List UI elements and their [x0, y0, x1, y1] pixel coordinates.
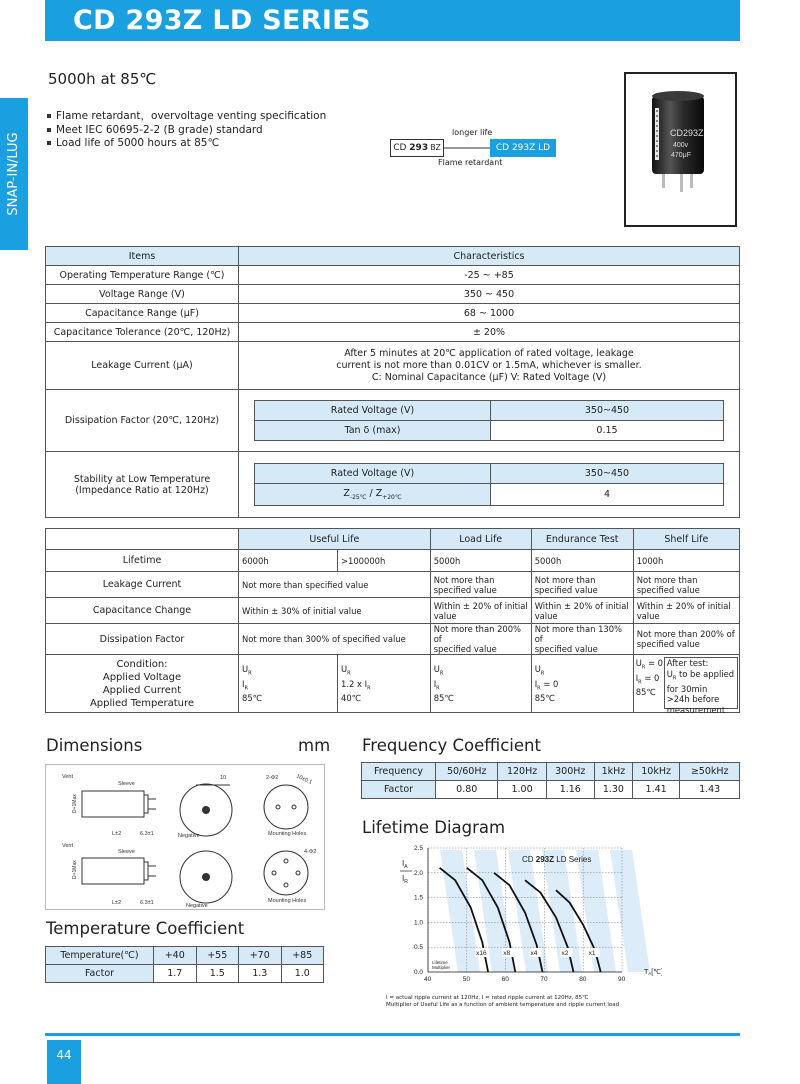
- cell: 1.0: [281, 965, 324, 983]
- cell: 1.30: [594, 781, 632, 799]
- x-tick-label: 40: [424, 976, 432, 983]
- svg-text:CD293Z: CD293Z: [670, 128, 704, 138]
- svg-text:2-Φ2: 2-Φ2: [266, 775, 279, 781]
- cell: 1.16: [546, 781, 594, 799]
- cell: Not more than 130% of specified value: [531, 624, 633, 655]
- y-tick-label: 1.5: [414, 894, 424, 902]
- y-tick-label: 0.5: [414, 944, 424, 952]
- specification-table: [45, 246, 740, 518]
- col-endurance: Endurance Test: [531, 529, 633, 550]
- x-tick-label: 80: [579, 976, 587, 983]
- cell: Within ± 20% of initial value: [633, 598, 739, 624]
- svg-text:10±0.1: 10±0.1: [295, 773, 313, 786]
- sub-header: 350~450: [491, 464, 724, 484]
- series-title: CD 293Z LD SERIES: [45, 0, 740, 41]
- cell: Within ± 20% of initial value: [430, 598, 531, 624]
- svg-text:Negative: Negative: [178, 833, 200, 839]
- y-tick-label: 2.5: [414, 845, 424, 852]
- lifetime-diagram-title: Lifetime Diagram: [362, 818, 506, 837]
- svg-text:400v: 400v: [673, 142, 689, 149]
- cell: 5000h: [430, 550, 531, 572]
- y-axis-label-bottom: $I_R$: [402, 874, 408, 885]
- flow-from-box: CD 293 BZ: [390, 139, 444, 157]
- y-tick-label: 0.0: [414, 969, 424, 976]
- spec-item: Voltage Range (V): [46, 285, 239, 304]
- cell: +55: [196, 947, 239, 965]
- sub-header: Rated Voltage (V): [255, 401, 491, 421]
- shelf-condition: $U_R = 0$ $I_R = 0$ 85℃: [635, 658, 663, 698]
- chart-note-2: Multiplier of Useful Life as a function of ambient temperature and ripple current load: [386, 1002, 620, 1008]
- svg-text:6.3±1: 6.3±1: [140, 900, 154, 906]
- multiplier-label: x2: [561, 950, 569, 957]
- cell: 6000h: [239, 550, 338, 572]
- feature-list: [47, 110, 326, 151]
- dissipation-cell: [239, 390, 740, 452]
- cell: ≥50kHz: [680, 763, 740, 781]
- feature-item: Meet IEC 60695-2-2 (B grade) standard: [47, 124, 326, 138]
- cell: >100000h: [338, 550, 431, 572]
- life-table: [45, 528, 740, 713]
- col-characteristics: Characteristics: [239, 247, 740, 266]
- cell: Not more than specified value: [239, 572, 431, 598]
- page-number: 44: [47, 1040, 81, 1084]
- col-shelf-life: Shelf Life: [633, 529, 739, 550]
- cell: 0.80: [436, 781, 498, 799]
- sub-label: $Z_{-25℃} / Z_{+20℃}$: [255, 484, 491, 506]
- cell: $U_R$ 1.2 x $I_R$ 40℃: [338, 655, 431, 713]
- cell: 1.5: [196, 965, 239, 983]
- stability-subtable: [254, 463, 724, 506]
- spec-item: Leakage Current (μA): [46, 342, 239, 390]
- product-photo: [624, 72, 737, 227]
- cell: $U_R$ $I_R$ 85℃: [430, 655, 531, 713]
- dissipation-subtable: [254, 400, 724, 441]
- stability-cell: [239, 452, 740, 518]
- row-label: Lifetime: [46, 550, 239, 572]
- svg-text:L±2: L±2: [112, 831, 122, 837]
- svg-text:Vent: Vent: [62, 774, 74, 780]
- svg-text:10: 10: [220, 775, 227, 781]
- chart-note-1: I = actual ripple current at 120Hz, I = rated ripple current at 120Hz, 85℃: [386, 995, 589, 1001]
- temp-coef-table: [45, 946, 324, 983]
- svg-text:Mounting Holes: Mounting Holes: [268, 831, 307, 837]
- svg-text:D+1Max: D+1Max: [72, 794, 78, 813]
- cell: +85: [281, 947, 324, 965]
- cell: Not more than 200% of specified value: [633, 624, 739, 655]
- cell: 1000h: [633, 550, 739, 572]
- cell: Within ± 30% of initial value: [239, 598, 431, 624]
- cell: 1.00: [498, 781, 546, 799]
- feature-item: Flame retardant，overvoltage venting specification: [47, 110, 326, 124]
- cell: 1kHz: [594, 763, 632, 781]
- condition-label: Condition: Applied Voltage Applied Current Applied Temperature: [46, 655, 239, 713]
- sub-header: 350~450: [491, 401, 724, 421]
- subtitle: 5000h at 85℃: [48, 70, 157, 88]
- svg-text:6.3±1: 6.3±1: [140, 831, 154, 837]
- row-label: Capacitance Change: [46, 598, 239, 624]
- dimensions-title: Dimensions: [46, 736, 143, 755]
- dimension-diagram: [46, 765, 324, 909]
- y-axis-label-top: $I_A$: [402, 859, 408, 870]
- temp-coef-title: Temperature Coefficient: [46, 919, 245, 938]
- cell: [633, 655, 739, 713]
- svg-text:470μF: 470μF: [671, 152, 691, 159]
- svg-text:D+1Max: D+1Max: [72, 860, 78, 879]
- multiplier-legend-1: Lifetime: [432, 960, 448, 965]
- shelf-note: After test: $U_R$ to be applied for 30min >24h before measurement: [664, 657, 738, 709]
- col-items: Items: [46, 247, 239, 266]
- svg-text:L±2: L±2: [112, 900, 122, 906]
- series-label: CD 293Z LD Series: [522, 855, 592, 864]
- sub-value: 0.15: [491, 421, 724, 441]
- cell: Factor: [362, 781, 436, 799]
- footer-rule: [45, 1033, 740, 1036]
- y-tick-label: 2.0: [414, 869, 424, 877]
- cell: 50/60Hz: [436, 763, 498, 781]
- flow-top-label: longer life: [452, 128, 493, 137]
- cell: 1.7: [154, 965, 197, 983]
- svg-text:Sleeve: Sleeve: [118, 849, 135, 855]
- cell: Not more than specified value: [633, 572, 739, 598]
- row-label: Leakage Current: [46, 572, 239, 598]
- multiplier-label: x1: [588, 950, 596, 957]
- flow-bottom-label: Flame retardant: [438, 158, 503, 167]
- sub-header: Rated Voltage (V): [255, 464, 491, 484]
- feature-item: Load life of 5000 hours at 85℃: [47, 137, 326, 151]
- spec-value: 350 ~ 450: [239, 285, 740, 304]
- cell: Not more than 200% of specified value: [430, 624, 531, 655]
- spec-item: Operating Temperature Range (℃): [46, 266, 239, 285]
- svg-text:Vent: Vent: [62, 843, 74, 849]
- svg-text:Mounting Holes: Mounting Holes: [268, 898, 307, 904]
- spec-item: Dissipation Factor (20℃, 120Hz): [46, 390, 239, 452]
- cell: Not more than specified value: [531, 572, 633, 598]
- x-tick-label: 60: [501, 976, 509, 983]
- spec-item: Capacitance Tolerance (20℃, 120Hz): [46, 323, 239, 342]
- spec-item: Stability at Low Temperature (Impedance Ratio at 120Hz): [46, 452, 239, 518]
- cell: Factor: [46, 965, 154, 983]
- col-load-life: Load Life: [430, 529, 531, 550]
- multiplier-label: x16: [476, 950, 487, 957]
- spec-value: ± 20%: [239, 323, 740, 342]
- lifetime-chart: [362, 840, 662, 1016]
- multiplier-label: x4: [530, 950, 538, 957]
- x-axis-unit: TA[℃]: [644, 969, 662, 976]
- cell: 5000h: [531, 550, 633, 572]
- cell: Within ± 20% of initial value: [531, 598, 633, 624]
- cell: 120Hz: [498, 763, 546, 781]
- x-tick-label: 70: [540, 976, 548, 983]
- freq-coef-table: [361, 762, 740, 799]
- cell: Frequency: [362, 763, 436, 781]
- cell: $U_R$ $I_R$ 85℃: [239, 655, 338, 713]
- x-tick-label: 90: [618, 976, 626, 983]
- sub-label: Tan δ (max): [255, 421, 491, 441]
- svg-text:Sleeve: Sleeve: [118, 781, 135, 787]
- svg-text:Negative: Negative: [186, 903, 208, 909]
- cell: Not more than specified value: [430, 572, 531, 598]
- cell: Not more than 300% of specified value: [239, 624, 431, 655]
- y-tick-label: 1.0: [414, 919, 424, 927]
- side-category-label: SNAP-IN/LUG: [6, 132, 21, 216]
- svg-text:4-Φ2: 4-Φ2: [304, 849, 317, 855]
- cell: 300Hz: [546, 763, 594, 781]
- cell: 1.3: [239, 965, 282, 983]
- cell: 10kHz: [632, 763, 679, 781]
- lifetime-diagram: [362, 840, 662, 1016]
- spec-value: -25 ~ +85: [239, 266, 740, 285]
- spec-value: 68 ~ 1000: [239, 304, 740, 323]
- x-tick-label: 50: [462, 976, 471, 983]
- multiplier-label: x8: [503, 950, 511, 957]
- cell: $U_R$ $I_R = 0$ 85℃: [531, 655, 633, 713]
- sub-value: 4: [491, 484, 724, 506]
- cell: Temperature(℃): [46, 947, 154, 965]
- flow-to-box: CD 293Z LD: [490, 139, 556, 157]
- cell: 1.43: [680, 781, 740, 799]
- side-category-tab: [0, 98, 28, 250]
- multiplier-legend-2: Multiplier: [432, 965, 451, 970]
- cell: 1.41: [632, 781, 679, 799]
- capacitor-image: [626, 74, 735, 225]
- col-useful-life: Useful Life: [239, 529, 431, 550]
- dimensions-unit: mm: [298, 736, 331, 755]
- leakage-text: After 5 minutes at 20℃ application of rated voltage, leakage current is not more than 0.01CV or 1.5mA, whichever is smaller. C: Nominal Capacitance (μF) V: Rated Voltage (V): [239, 342, 740, 390]
- spec-item: Capacitance Range (μF): [46, 304, 239, 323]
- dimensions-drawing: [45, 764, 325, 910]
- row-label: Dissipation Factor: [46, 624, 239, 655]
- series-flow: [390, 128, 560, 170]
- freq-coef-title: Frequency Coefficient: [362, 736, 541, 755]
- cell: +70: [239, 947, 282, 965]
- cell: +40: [154, 947, 197, 965]
